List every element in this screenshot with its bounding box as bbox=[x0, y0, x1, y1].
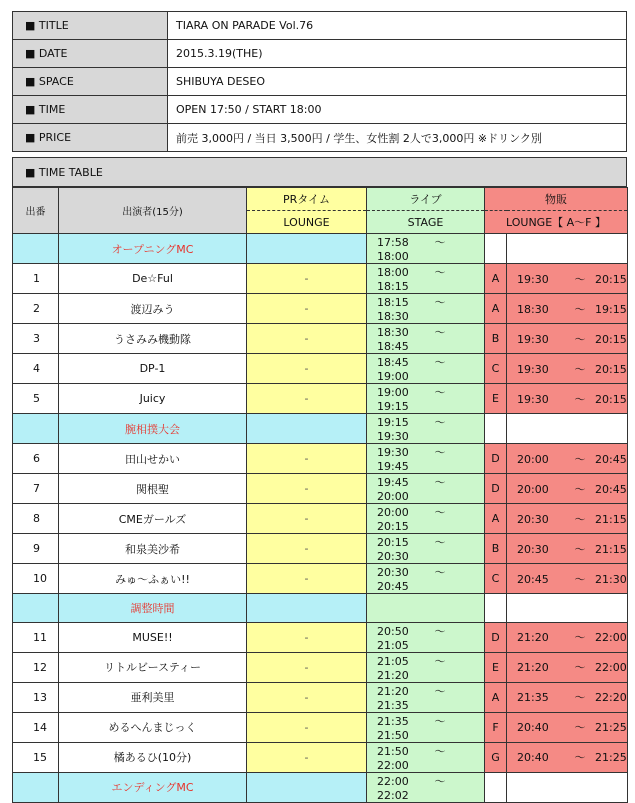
time-start: 19:30 bbox=[517, 392, 549, 406]
time-end: 20:15 bbox=[595, 362, 627, 376]
live-time bbox=[367, 474, 485, 504]
live-time bbox=[367, 534, 485, 564]
live-time bbox=[367, 234, 485, 264]
live-time bbox=[367, 772, 485, 802]
time-start: 20:00 bbox=[377, 506, 409, 519]
time-end: 21:05 bbox=[377, 638, 409, 652]
col-header-live: ライブ bbox=[367, 188, 485, 211]
goods-time bbox=[507, 534, 628, 564]
time-end: 19:15 bbox=[595, 302, 627, 316]
live-time bbox=[367, 594, 485, 623]
goods-lounge-letter: D bbox=[485, 622, 507, 652]
performer-name: MUSE!! bbox=[59, 622, 247, 652]
time-start: 21:50 bbox=[377, 744, 409, 758]
goods-time bbox=[507, 324, 628, 354]
time-start: 21:20 bbox=[517, 631, 549, 644]
time-end: 22:02 bbox=[377, 788, 409, 802]
time-end: 22:00 bbox=[595, 631, 627, 644]
goods-time bbox=[507, 474, 628, 504]
time-end: 21:50 bbox=[377, 728, 409, 742]
time-tilde: ～ bbox=[434, 326, 446, 339]
time-end: 20:15 bbox=[595, 272, 627, 286]
time-tilde: ～ bbox=[574, 721, 586, 734]
timetable-row bbox=[13, 414, 628, 444]
time-end: 18:00 bbox=[377, 250, 409, 263]
goods-lounge-letter bbox=[485, 414, 507, 444]
col-header-performer: 出演者(15分) bbox=[59, 188, 247, 234]
pr-time: - bbox=[247, 682, 367, 712]
performance-number bbox=[13, 594, 59, 623]
pr-time: - bbox=[247, 652, 367, 682]
time-end: 20:45 bbox=[595, 452, 627, 466]
timetable-header-row bbox=[13, 188, 628, 211]
goods-time bbox=[507, 504, 628, 534]
info-row-title bbox=[13, 12, 627, 40]
time-start: 19:15 bbox=[377, 416, 409, 429]
time-tilde: ～ bbox=[574, 302, 586, 316]
time-tilde: ～ bbox=[574, 512, 586, 526]
performer-name: 橘あるひ(10分) bbox=[59, 742, 247, 772]
time-end: 21:20 bbox=[377, 668, 409, 682]
goods-time bbox=[507, 742, 628, 772]
goods-lounge-letter: E bbox=[485, 384, 507, 414]
pr-time: - bbox=[247, 742, 367, 772]
time-tilde: ～ bbox=[434, 506, 446, 519]
timetable-row bbox=[13, 384, 628, 414]
col-subheader-live: STAGE bbox=[367, 211, 485, 234]
goods-lounge-letter: F bbox=[485, 712, 507, 742]
pr-time bbox=[247, 772, 367, 802]
timetable-row bbox=[13, 622, 628, 652]
timetable-row bbox=[13, 264, 628, 294]
pr-time: - bbox=[247, 564, 367, 594]
goods-lounge-letter: A bbox=[485, 682, 507, 712]
pr-time: - bbox=[247, 264, 367, 294]
time-end: 21:30 bbox=[595, 572, 627, 586]
time-end: 22:20 bbox=[595, 691, 627, 704]
time-end: 19:30 bbox=[377, 430, 409, 443]
time-start: 20:30 bbox=[377, 566, 409, 579]
info-row-time bbox=[13, 96, 627, 124]
performance-number: 2 bbox=[13, 294, 59, 324]
pr-time bbox=[247, 594, 367, 623]
performance-number: 7 bbox=[13, 474, 59, 504]
live-time bbox=[367, 354, 485, 384]
time-tilde: ～ bbox=[574, 661, 586, 674]
time-end: 18:30 bbox=[377, 310, 409, 323]
time-end: 21:15 bbox=[595, 542, 627, 556]
goods-time bbox=[507, 444, 628, 474]
performance-number: 8 bbox=[13, 504, 59, 534]
time-start: 20:00 bbox=[517, 482, 549, 496]
time-start: 21:35 bbox=[377, 714, 409, 728]
col-header-pr: PRタイム bbox=[247, 188, 367, 211]
performer-name: リトルビースティー bbox=[59, 652, 247, 682]
time-tilde: ～ bbox=[574, 482, 586, 496]
pr-time: - bbox=[247, 444, 367, 474]
goods-lounge-letter: E bbox=[485, 652, 507, 682]
performer-name: 和泉美沙希 bbox=[59, 534, 247, 564]
time-start: 20:40 bbox=[517, 751, 549, 764]
info-value: TIARA ON PARADE Vol.76 bbox=[168, 12, 627, 40]
performance-number: 15 bbox=[13, 742, 59, 772]
goods-lounge-letter: C bbox=[485, 564, 507, 594]
goods-lounge-letter: D bbox=[485, 444, 507, 474]
performance-number: 6 bbox=[13, 444, 59, 474]
timetable-row bbox=[13, 682, 628, 712]
performance-number: 4 bbox=[13, 354, 59, 384]
time-start: 20:50 bbox=[377, 624, 409, 638]
goods-lounge-letter bbox=[485, 234, 507, 264]
time-start: 18:00 bbox=[377, 266, 409, 279]
time-start: 21:20 bbox=[377, 684, 409, 698]
time-start: 18:15 bbox=[377, 296, 409, 309]
performance-number: 12 bbox=[13, 652, 59, 682]
goods-lounge-letter: A bbox=[485, 264, 507, 294]
time-start: 20:15 bbox=[377, 536, 409, 549]
pr-time: - bbox=[247, 474, 367, 504]
pr-time: - bbox=[247, 622, 367, 652]
time-tilde: ～ bbox=[434, 356, 446, 369]
live-time bbox=[367, 384, 485, 414]
time-start: 19:45 bbox=[377, 476, 409, 489]
time-start: 20:40 bbox=[517, 721, 549, 734]
time-end: 20:15 bbox=[595, 392, 627, 406]
goods-lounge-letter bbox=[485, 772, 507, 802]
event-info-table bbox=[12, 11, 627, 152]
time-end: 20:45 bbox=[595, 482, 627, 496]
goods-lounge-letter: D bbox=[485, 474, 507, 504]
info-value: 2015.3.19(THE) bbox=[168, 40, 627, 68]
goods-time bbox=[507, 264, 628, 294]
pr-time: - bbox=[247, 354, 367, 384]
goods-lounge-letter: B bbox=[485, 324, 507, 354]
performer-name: Juicy bbox=[59, 384, 247, 414]
performer-name: 田山せかい bbox=[59, 444, 247, 474]
goods-time bbox=[507, 772, 628, 802]
time-start: 19:30 bbox=[517, 362, 549, 376]
info-value: OPEN 17:50 / START 18:00 bbox=[168, 96, 627, 124]
time-end: 18:15 bbox=[377, 280, 409, 293]
live-time bbox=[367, 712, 485, 742]
col-subheader-goods: LOUNGE【 A～F 】 bbox=[485, 211, 628, 234]
timetable-row bbox=[13, 504, 628, 534]
timetable-row bbox=[13, 772, 628, 802]
time-end: 20:30 bbox=[377, 550, 409, 563]
info-label: ■ PRICE bbox=[13, 124, 168, 152]
time-tilde: ～ bbox=[434, 446, 446, 459]
time-start: 21:20 bbox=[517, 661, 549, 674]
info-label: ■ TITLE bbox=[13, 12, 168, 40]
time-end: 19:00 bbox=[377, 370, 409, 383]
timetable-row bbox=[13, 564, 628, 594]
performer-name: 渡辺みう bbox=[59, 294, 247, 324]
time-tilde: ～ bbox=[574, 362, 586, 376]
time-start: 19:30 bbox=[377, 446, 409, 459]
performer-name: エンディングMC bbox=[59, 772, 247, 802]
time-tilde: ～ bbox=[434, 714, 446, 728]
performer-name: 亜利美里 bbox=[59, 682, 247, 712]
info-row-price bbox=[13, 124, 627, 152]
time-tilde: ～ bbox=[434, 296, 446, 309]
timetable-row bbox=[13, 294, 628, 324]
goods-time bbox=[507, 622, 628, 652]
time-start: 21:35 bbox=[517, 691, 549, 704]
goods-time bbox=[507, 652, 628, 682]
time-tilde: ～ bbox=[574, 272, 586, 286]
time-tilde: ～ bbox=[434, 684, 446, 698]
time-end: 22:00 bbox=[377, 758, 409, 772]
time-end: 21:15 bbox=[595, 512, 627, 526]
performance-number: 10 bbox=[13, 564, 59, 594]
pr-time: - bbox=[247, 294, 367, 324]
live-time bbox=[367, 742, 485, 772]
timetable-heading: ■ TIME TABLE bbox=[12, 157, 627, 187]
time-end: 18:45 bbox=[377, 340, 409, 353]
goods-lounge-letter: G bbox=[485, 742, 507, 772]
goods-lounge-letter bbox=[485, 594, 507, 623]
live-time bbox=[367, 444, 485, 474]
time-tilde: ～ bbox=[574, 542, 586, 556]
performance-number: 13 bbox=[13, 682, 59, 712]
pr-time: - bbox=[247, 384, 367, 414]
live-time bbox=[367, 682, 485, 712]
goods-time bbox=[507, 354, 628, 384]
performer-name: 腕相撲大会 bbox=[59, 414, 247, 444]
time-tilde: ～ bbox=[434, 236, 446, 249]
performance-number bbox=[13, 234, 59, 264]
performer-name: De☆Ful bbox=[59, 264, 247, 294]
time-tilde: ～ bbox=[574, 332, 586, 346]
time-end: 21:25 bbox=[595, 751, 627, 764]
time-start: 20:45 bbox=[517, 572, 549, 586]
info-label: ■ TIME bbox=[13, 96, 168, 124]
time-end: 20:15 bbox=[377, 520, 409, 533]
time-start: 22:00 bbox=[377, 774, 409, 788]
time-start: 18:30 bbox=[517, 302, 549, 316]
time-tilde: ～ bbox=[434, 774, 446, 788]
goods-lounge-letter: B bbox=[485, 534, 507, 564]
performer-name: 調整時間 bbox=[59, 594, 247, 623]
live-time bbox=[367, 504, 485, 534]
performer-name: DP-1 bbox=[59, 354, 247, 384]
live-time bbox=[367, 324, 485, 354]
time-start: 19:00 bbox=[377, 386, 409, 399]
live-time bbox=[367, 622, 485, 652]
time-tilde: ～ bbox=[574, 691, 586, 704]
time-end: 19:45 bbox=[377, 460, 409, 473]
performer-name: めるへんまじっく bbox=[59, 712, 247, 742]
goods-lounge-letter: A bbox=[485, 504, 507, 534]
goods-time bbox=[507, 712, 628, 742]
performer-name: うさみみ機動隊 bbox=[59, 324, 247, 354]
time-tilde: ～ bbox=[434, 416, 446, 429]
goods-time bbox=[507, 294, 628, 324]
performance-number: 3 bbox=[13, 324, 59, 354]
col-header-goods: 物販 bbox=[485, 188, 628, 211]
pr-time bbox=[247, 234, 367, 264]
info-row-space bbox=[13, 68, 627, 96]
goods-time bbox=[507, 234, 628, 264]
performance-number: 9 bbox=[13, 534, 59, 564]
performance-number bbox=[13, 414, 59, 444]
time-tilde: ～ bbox=[434, 476, 446, 489]
live-time bbox=[367, 264, 485, 294]
col-subheader-pr: LOUNGE bbox=[247, 211, 367, 234]
performer-name: 関根聖 bbox=[59, 474, 247, 504]
info-value: SHIBUYA DESEO bbox=[168, 68, 627, 96]
timetable-row bbox=[13, 354, 628, 384]
live-time bbox=[367, 294, 485, 324]
time-start: 21:05 bbox=[377, 654, 409, 668]
pr-time: - bbox=[247, 504, 367, 534]
pr-time: - bbox=[247, 324, 367, 354]
time-tilde: ～ bbox=[574, 751, 586, 764]
info-label: ■ DATE bbox=[13, 40, 168, 68]
timetable bbox=[12, 187, 628, 803]
time-start: 17:58 bbox=[377, 236, 409, 249]
pr-time: - bbox=[247, 534, 367, 564]
performer-name: みゅ～ふぁい!! bbox=[59, 564, 247, 594]
goods-time bbox=[507, 564, 628, 594]
timetable-row bbox=[13, 534, 628, 564]
info-row-date bbox=[13, 40, 627, 68]
goods-time bbox=[507, 384, 628, 414]
time-tilde: ～ bbox=[574, 631, 586, 644]
time-start: 18:45 bbox=[377, 356, 409, 369]
time-tilde: ～ bbox=[434, 654, 446, 668]
time-end: 20:45 bbox=[377, 580, 409, 593]
time-end: 21:25 bbox=[595, 721, 627, 734]
goods-time bbox=[507, 414, 628, 444]
goods-time bbox=[507, 682, 628, 712]
timetable-row bbox=[13, 652, 628, 682]
live-time bbox=[367, 652, 485, 682]
timetable-row bbox=[13, 234, 628, 264]
time-end: 19:15 bbox=[377, 400, 409, 413]
time-start: 18:30 bbox=[377, 326, 409, 339]
performance-number bbox=[13, 772, 59, 802]
goods-time bbox=[507, 594, 628, 623]
info-value: 前売 3,000円 / 当日 3,500円 / 学生、女性割 2人で3,000円 ※ドリンク別 bbox=[168, 124, 627, 152]
goods-lounge-letter: C bbox=[485, 354, 507, 384]
time-start: 20:30 bbox=[517, 542, 549, 556]
live-time bbox=[367, 414, 485, 444]
performance-number: 1 bbox=[13, 264, 59, 294]
timetable-row bbox=[13, 474, 628, 504]
pr-time bbox=[247, 414, 367, 444]
performer-name: オープニングMC bbox=[59, 234, 247, 264]
time-tilde: ～ bbox=[434, 266, 446, 279]
performer-name: CMEガールズ bbox=[59, 504, 247, 534]
time-tilde: ～ bbox=[434, 624, 446, 638]
time-start: 19:30 bbox=[517, 272, 549, 286]
time-start: 20:00 bbox=[517, 452, 549, 466]
time-end: 20:15 bbox=[595, 332, 627, 346]
time-start: 20:30 bbox=[517, 512, 549, 526]
time-tilde: ～ bbox=[574, 572, 586, 586]
timetable-row bbox=[13, 444, 628, 474]
timetable-row bbox=[13, 712, 628, 742]
time-tilde: ～ bbox=[574, 392, 586, 406]
performance-number: 11 bbox=[13, 622, 59, 652]
performance-number: 14 bbox=[13, 712, 59, 742]
col-header-num: 出番 bbox=[13, 188, 59, 234]
timetable-row bbox=[13, 324, 628, 354]
timetable-row bbox=[13, 594, 628, 623]
performance-number: 5 bbox=[13, 384, 59, 414]
live-time bbox=[367, 564, 485, 594]
time-end: 21:35 bbox=[377, 698, 409, 712]
time-tilde: ～ bbox=[434, 744, 446, 758]
info-label: ■ SPACE bbox=[13, 68, 168, 96]
time-tilde: ～ bbox=[434, 386, 446, 399]
time-end: 22:00 bbox=[595, 661, 627, 674]
pr-time: - bbox=[247, 712, 367, 742]
time-tilde: ～ bbox=[434, 566, 446, 579]
time-tilde: ～ bbox=[574, 452, 586, 466]
time-tilde: ～ bbox=[434, 536, 446, 549]
time-end: 20:00 bbox=[377, 490, 409, 503]
time-start: 19:30 bbox=[517, 332, 549, 346]
goods-lounge-letter: A bbox=[485, 294, 507, 324]
timetable-row bbox=[13, 742, 628, 772]
